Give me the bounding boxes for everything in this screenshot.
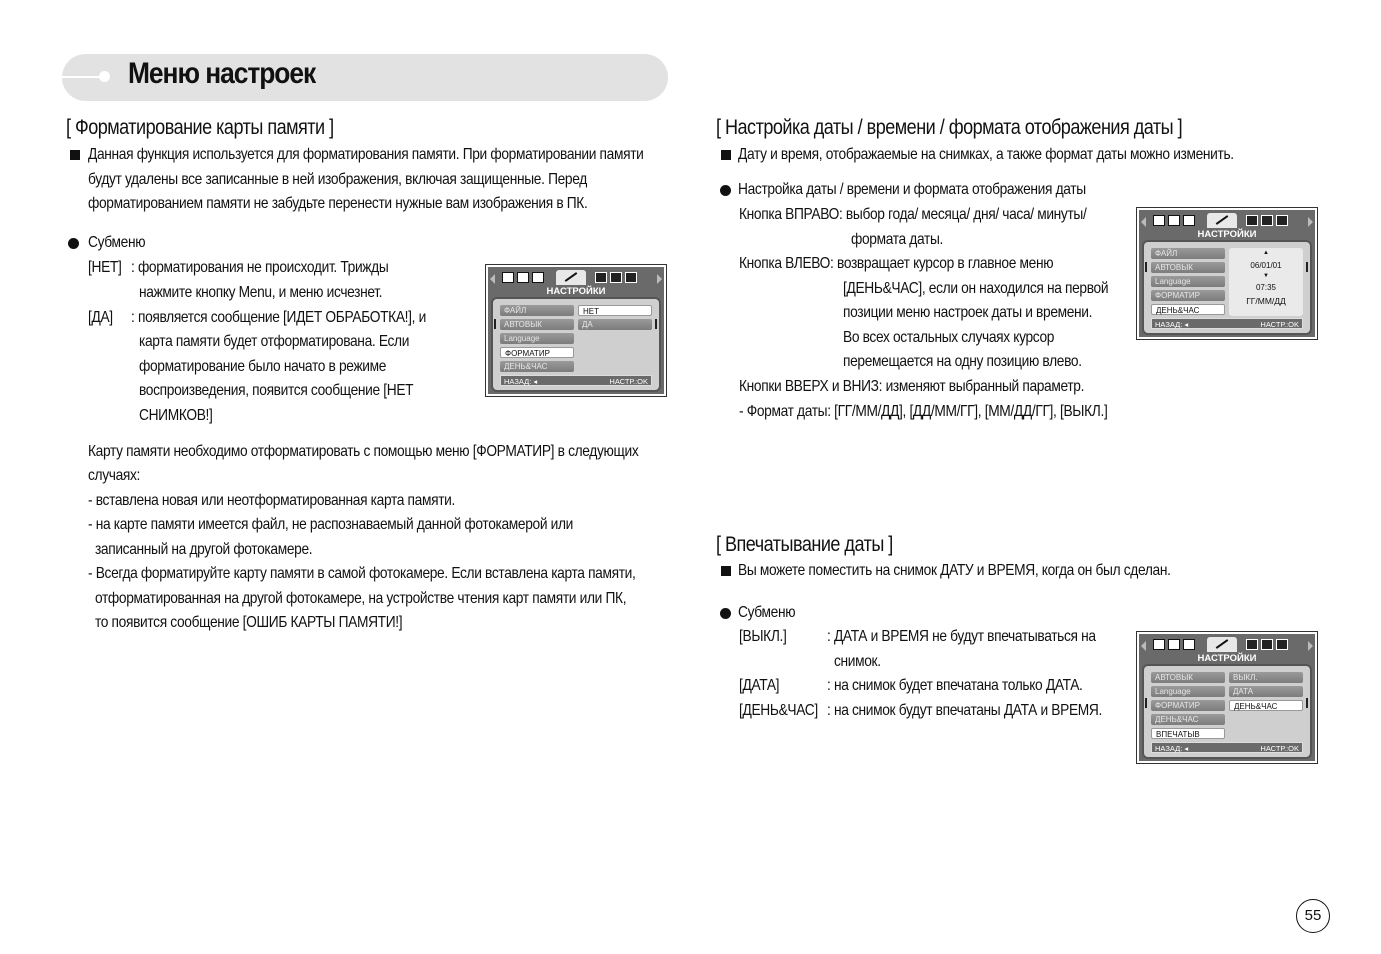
down-arrow-icon: ▼ xyxy=(1263,273,1269,279)
wrench-icon xyxy=(1216,639,1229,649)
user-icon xyxy=(1246,639,1258,650)
date-line: формата даты. xyxy=(851,231,943,248)
key-icon xyxy=(1261,639,1273,650)
option-key-net: [НЕТ] xyxy=(88,259,122,276)
date-intro: Дату и время, отображаемые на снимках, а также формат даты можно изменить. xyxy=(738,146,1234,163)
camera-footer-back: НАЗАД: ◂ xyxy=(504,377,538,386)
camera-footer-back: НАЗАД: ◂ xyxy=(1155,320,1189,329)
imprint-intro: Вы можете поместить на снимок ДАТУ и ВРЕМЯ, когда он был сделан. xyxy=(738,562,1171,579)
option-desc: : форматирования не происходит. Трижды xyxy=(131,259,389,276)
date-time-panel xyxy=(1229,248,1303,316)
option-desc: форматирование было начато в режиме xyxy=(139,358,387,375)
option-desc: : на снимок будет впечатана только ДАТА. xyxy=(827,677,1083,694)
header-dot-decoration xyxy=(99,71,110,82)
camera-menu-item: АВТОВЫК xyxy=(500,319,574,330)
record-mode-icon xyxy=(1153,639,1165,650)
user-icon xyxy=(1246,215,1258,226)
right-arrow-icon xyxy=(657,274,662,284)
option-desc: снимок. xyxy=(834,653,881,670)
date-format-value: ГГ/ММ/ДД xyxy=(1246,296,1286,306)
camera-menu-item-selected: ВПЕЧАТЫВ xyxy=(1151,728,1225,739)
settings-tab-selected xyxy=(556,270,586,285)
camera-menu-title: НАСТРОЙКИ xyxy=(1197,229,1257,240)
camera-menu-item: Language xyxy=(1151,276,1225,287)
option-desc: СНИМКОВ!] xyxy=(139,407,213,424)
info-icon xyxy=(625,272,637,283)
camera-menu-item: Language xyxy=(500,333,574,344)
info-icon xyxy=(1276,215,1288,226)
format-intro-line: будут удалены все записанные в ней изображения, включая защищенные. Перед xyxy=(88,171,587,188)
camera-menu-item: ФОРМАТИР xyxy=(1151,290,1225,301)
camera-menu-item: ФАЙЛ xyxy=(1151,248,1225,259)
camera-screen-format xyxy=(485,264,667,397)
section-title-imprint: [ Впечатывание даты ] xyxy=(716,533,893,556)
left-arrow-icon xyxy=(490,274,495,284)
note-line: записанный на другой фотокамере. xyxy=(88,541,313,558)
camera-menu-item: ДЕНЬ&ЧАС xyxy=(1151,714,1225,725)
submenu-label: Субменю xyxy=(88,234,146,251)
option-key-date: [ДАТА] xyxy=(739,677,780,694)
sequence-icon xyxy=(532,272,544,283)
camera-menu-title: НАСТРОЙКИ xyxy=(546,286,606,297)
camera-menu-item: АВТОВЫК xyxy=(1151,262,1225,273)
square-bullet-icon xyxy=(70,150,80,160)
up-arrow-icon: ▲ xyxy=(1263,250,1269,256)
right-arrow-icon xyxy=(1308,217,1313,227)
function-icon xyxy=(517,272,529,283)
option-desc: : появляется сообщение [ИДЕТ ОБРАБОТКА!], и xyxy=(131,309,426,326)
record-mode-icon xyxy=(502,272,514,283)
camera-footer xyxy=(1151,318,1303,329)
camera-footer xyxy=(1151,742,1303,753)
camera-menu-item: АВТОВЫК xyxy=(1151,672,1225,683)
option-key-off: [ВЫКЛ.] xyxy=(739,628,787,645)
date-line: перемещается на одну позицию влево. xyxy=(843,353,1082,370)
camera-menu-item-selected: ДЕНЬ&ЧАС xyxy=(1151,304,1225,315)
submenu-label: Субменю xyxy=(738,604,796,621)
camera-footer-ok: НАСТР.:OK xyxy=(609,377,648,386)
camera-menu-item: Language xyxy=(1151,686,1225,697)
option-desc: : ДАТА и ВРЕМЯ не будут впечатываться на xyxy=(827,628,1096,645)
function-icon xyxy=(1168,215,1180,226)
function-icon xyxy=(1168,639,1180,650)
format-intro-line: форматированием памяти не забудьте перенести нужные вам изображения в ПК. xyxy=(88,195,588,212)
page-title: Меню настроек xyxy=(128,57,316,90)
option-key-da: [ДА] xyxy=(88,309,113,326)
camera-menu-title: НАСТРОЙКИ xyxy=(1197,653,1257,664)
page-number: 55 xyxy=(1296,899,1330,933)
sequence-icon xyxy=(1183,639,1195,650)
note-line: отформатированная на другой фотокамере, на устройстве чтения карт памяти или ПК, xyxy=(88,590,627,607)
camera-footer-ok: НАСТР.:OK xyxy=(1260,744,1299,753)
note-line: - на карте памяти имеется файл, не распознаваемый данной фотокамерой или xyxy=(88,516,574,533)
round-bullet-icon xyxy=(720,185,731,196)
note-line: Карту памяти необходимо отформатировать с помощью меню [ФОРМАТИР] в следующих xyxy=(88,443,639,460)
date-line: [ДЕНЬ&ЧАС], если он находился на первой xyxy=(843,280,1109,297)
square-bullet-icon xyxy=(721,150,731,160)
date-line: Кнопка ВПРАВО: выбор года/ месяца/ дня/ часа/ минуты/ xyxy=(739,206,1087,223)
wrench-icon xyxy=(1216,215,1229,225)
camera-footer-back: НАЗАД: ◂ xyxy=(1155,744,1189,753)
note-line: - Всегда форматируйте карту памяти в самой фотокамере. Если вставлена карта памяти, xyxy=(88,565,636,582)
camera-menu-item-selected: ФОРМАТИР xyxy=(500,347,574,358)
option-key-datetime: [ДЕНЬ&ЧАС] xyxy=(739,702,818,719)
camera-submenu-item-selected: ДЕНЬ&ЧАС xyxy=(1229,700,1303,711)
camera-footer xyxy=(500,375,652,386)
note-line: - вставлена новая или неотформатированная карта памяти. xyxy=(88,492,455,509)
date-line: - Формат даты: [ГГ/ММ/ДД], [ДД/ММ/ГГ], [ММ/ДД/ГГ], [ВЫКЛ.] xyxy=(739,403,1108,420)
time-value: 07:35 xyxy=(1255,283,1277,292)
camera-footer-ok: НАСТР.:OK xyxy=(1260,320,1299,329)
section-title-format: [ Форматирование карты памяти ] xyxy=(66,116,334,139)
section-title-date: [ Настройка даты / времени / формата отображения даты ] xyxy=(716,116,1183,139)
date-line: Кнопка ВЛЕВО: возвращает курсор в главное меню xyxy=(739,255,1054,272)
camera-menu-item: ФОРМАТИР xyxy=(1151,700,1225,711)
info-icon xyxy=(1276,639,1288,650)
wrench-icon xyxy=(565,272,578,282)
key-icon xyxy=(1261,215,1273,226)
left-arrow-icon xyxy=(1141,641,1146,651)
date-line: позиции меню настроек даты и времени. xyxy=(843,304,1093,321)
right-arrow-icon xyxy=(1308,641,1313,651)
option-desc: нажмите кнопку Menu, и меню исчезнет. xyxy=(139,284,383,301)
header-line-decoration xyxy=(62,76,102,78)
sequence-icon xyxy=(1183,215,1195,226)
settings-tab-selected xyxy=(1207,213,1237,228)
note-line: случаях: xyxy=(88,467,141,484)
option-desc: воспроизведения, появится сообщение [НЕТ xyxy=(139,382,414,399)
camera-submenu-item: ДА xyxy=(578,319,652,330)
date-line: Во всех остальных случаях курсор xyxy=(843,329,1055,346)
format-intro-line: Данная функция используется для форматирования памяти. При форматировании памяти xyxy=(88,146,644,163)
note-line: то появится сообщение [ОШИБ КАРТЫ ПАМЯТИ!] xyxy=(88,614,403,631)
camera-screen-date xyxy=(1136,207,1318,340)
camera-submenu-item: ДАТА xyxy=(1229,686,1303,697)
camera-screen-imprint xyxy=(1136,631,1318,764)
record-mode-icon xyxy=(1153,215,1165,226)
date-line: Кнопки ВВЕРХ и ВНИЗ: изменяют выбранный параметр. xyxy=(739,378,1085,395)
key-icon xyxy=(610,272,622,283)
camera-menu-item: ФАЙЛ xyxy=(500,305,574,316)
date-bullet: Настройка даты / времени и формата отображения даты xyxy=(738,181,1086,198)
camera-submenu-item-selected: НЕТ xyxy=(578,305,652,316)
round-bullet-icon xyxy=(720,608,731,619)
camera-submenu-item: ВЫКЛ. xyxy=(1229,672,1303,683)
option-desc: : на снимок будут впечатаны ДАТА и ВРЕМЯ. xyxy=(827,702,1102,719)
user-icon xyxy=(595,272,607,283)
option-desc: карта памяти будет отформатирована. Если xyxy=(139,333,410,350)
camera-menu-item: ДЕНЬ&ЧАС xyxy=(500,361,574,372)
settings-tab-selected xyxy=(1207,637,1237,652)
round-bullet-icon xyxy=(68,238,79,249)
square-bullet-icon xyxy=(721,566,731,576)
date-value: 06/01/01 xyxy=(1250,261,1282,270)
left-arrow-icon xyxy=(1141,217,1146,227)
